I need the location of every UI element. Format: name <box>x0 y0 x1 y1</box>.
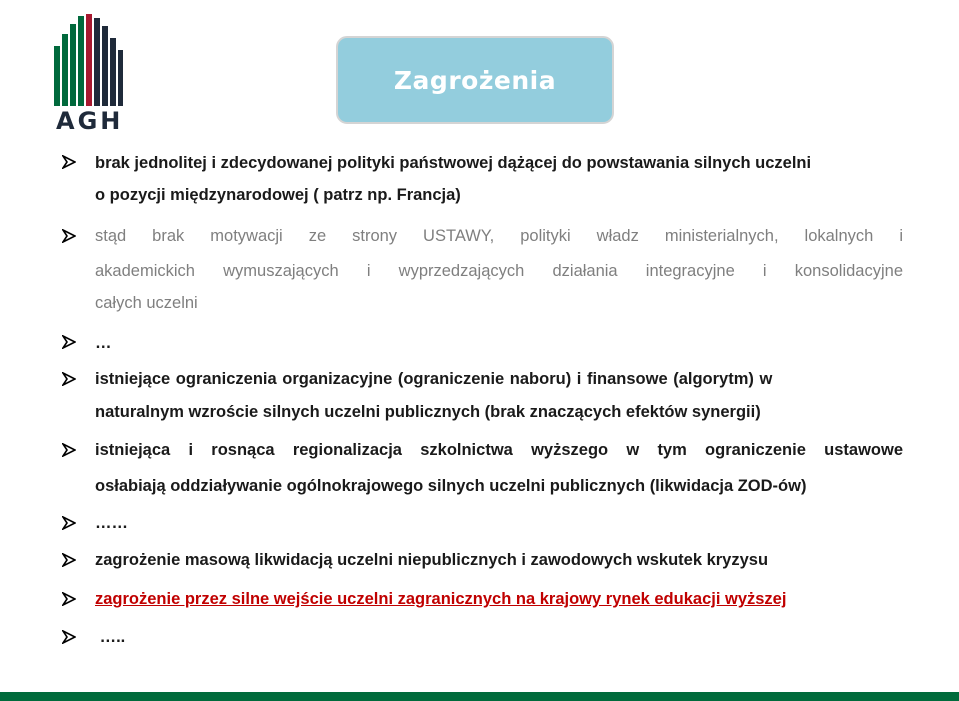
list-item-2-line-2: akademickich wymuszających i wyprzedzających działania integracyjne i konsolidacyjne <box>95 262 903 280</box>
title-box <box>336 36 614 124</box>
list-item-6-line-1: …… <box>95 514 128 532</box>
list-item-2-line-3: całych uczelni <box>95 294 198 312</box>
logo-text: AGH <box>56 107 124 135</box>
list-item-4-line-2: naturalnym wzroście silnych uczelni publicznych (brak znaczących efektów synergii) <box>95 403 761 421</box>
slide-title: Zagrożenia <box>393 65 557 95</box>
agh-logo-bars-icon <box>52 14 124 106</box>
list-item-5-line-1: istniejąca i rosnąca regionalizacja szkolnictwa wyższego w tym ograniczenie ustawowe <box>95 441 903 459</box>
arrowhead-bullet-icon <box>62 443 76 457</box>
arrowhead-bullet-icon <box>62 229 76 243</box>
list-item-4-line-1: istniejące ograniczenia organizacyjne (ograniczenie naboru) i finansowe (algorytm) w <box>95 370 773 388</box>
list-item-9-line-1: ….. <box>95 628 126 646</box>
list-item-1-line-1: brak jednolitej i zdecydowanej polityki państwowej dążącej do powstawania silnych uczelni <box>95 154 812 172</box>
arrowhead-bullet-icon <box>62 155 76 169</box>
arrowhead-bullet-icon <box>62 372 76 386</box>
arrowhead-bullet-icon <box>62 592 76 606</box>
arrowhead-bullet-icon <box>62 630 76 644</box>
list-item-5-line-2: osłabiają oddziaływanie ogólnokrajowego silnych uczelni publicznych (likwidacja ZOD-ów) <box>95 477 807 495</box>
arrowhead-bullet-icon <box>62 553 76 567</box>
arrowhead-bullet-icon <box>62 335 76 349</box>
footer-bar <box>0 692 959 701</box>
list-item-8-link[interactable]: zagrożenie przez silne wejście uczelni zagranicznych na krajowy rynek edukacji wyższej <box>95 590 787 608</box>
list-item-2-line-1: stąd brak motywacji ze strony USTAWY, polityki władz ministerialnych, lokalnych i <box>95 227 903 245</box>
agh-logo <box>52 14 124 136</box>
list-item-1-line-2: o pozycji międzynarodowej ( patrz np. Francja) <box>95 186 461 204</box>
arrowhead-bullet-icon <box>62 516 76 530</box>
list-item-3-line-1: … <box>95 334 112 352</box>
list-item-7-line-1: zagrożenie masową likwidacją uczelni niepublicznych i zawodowych wskutek kryzysu <box>95 551 769 569</box>
